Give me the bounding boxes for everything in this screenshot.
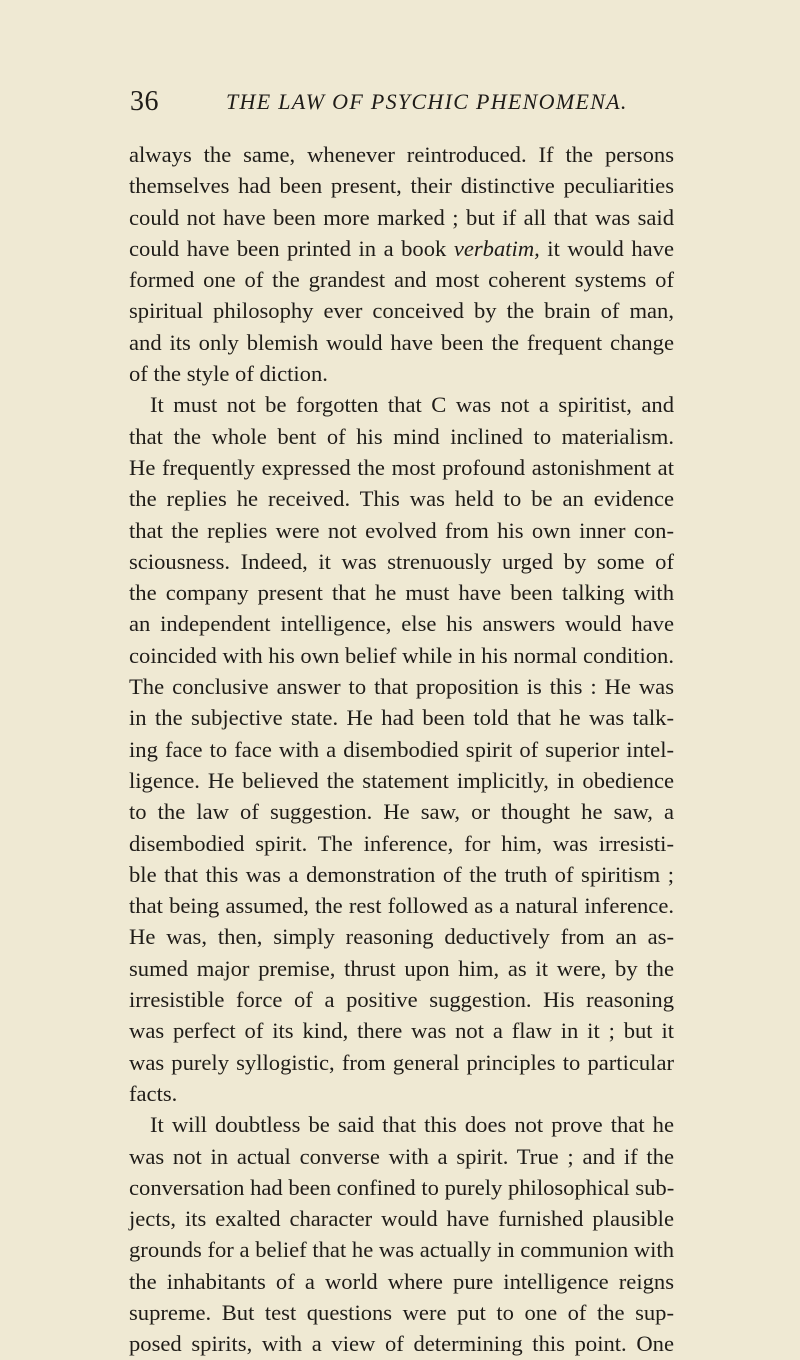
text-line: an independent intelligence, else his answers would have bbox=[129, 611, 674, 637]
text-line: irresistible force of a positive suggestion. His reasoning bbox=[129, 987, 674, 1013]
text-line: to the law of suggestion. He saw, or thought he saw, a bbox=[129, 799, 674, 825]
text-line: He was, then, simply reasoning deductively from an as- bbox=[129, 924, 674, 950]
text-line: themselves had been present, their distinctive peculiarities bbox=[129, 173, 674, 199]
text-span: it would have bbox=[539, 235, 674, 261]
text-line: could not have been more marked ; but if all that was said bbox=[129, 204, 674, 230]
text-line: the company present that he must have been talking with bbox=[129, 580, 674, 606]
text-line: The conclusive answer to that proposition is this : He was bbox=[129, 674, 674, 700]
text-span: could have been printed in a book bbox=[129, 235, 454, 261]
text-line: that the replies were not evolved from his own inner con- bbox=[129, 517, 674, 543]
text-line: grounds for a belief that he was actually in communion with bbox=[129, 1237, 674, 1263]
text-line: He frequently expressed the most profound astonishment at bbox=[129, 454, 674, 480]
text-line: facts. bbox=[129, 1080, 178, 1106]
text-line: the replies he received. This was held to be an evidence bbox=[129, 486, 674, 512]
text-line: the inhabitants of a world where pure intelligence reigns bbox=[129, 1268, 674, 1294]
text-line: disembodied spirit. The inference, for him, was irresisti- bbox=[129, 830, 674, 856]
text-line: in the subjective state. He had been told that he was talk- bbox=[129, 705, 674, 731]
text-line: formed one of the grandest and most coherent systems of bbox=[129, 267, 674, 293]
text-line: of the style of diction. bbox=[129, 361, 328, 387]
text-line: spiritual philosophy ever conceived by the brain of man, bbox=[129, 298, 674, 324]
text-line: posed spirits, with a view of determining this point. One bbox=[129, 1331, 674, 1357]
text-line: and its only blemish would have been the frequent change bbox=[129, 329, 674, 355]
italic-term: verbatim, bbox=[453, 235, 540, 261]
text-line: supreme. But test questions were put to one of the sup- bbox=[129, 1299, 674, 1325]
text-line: coincided with his own belief while in his normal condition. bbox=[129, 642, 674, 668]
text-line: sciousness. Indeed, it was strenuously urged by some of bbox=[129, 548, 674, 574]
body-text bbox=[129, 139, 674, 1360]
text-line: that being assumed, the rest followed as a natural inference. bbox=[129, 893, 674, 919]
text-line: was perfect of its kind, there was not a flaw in it ; but it bbox=[129, 1018, 674, 1044]
running-head bbox=[130, 86, 690, 122]
text-line: It must not be forgotten that C was not a spiritist, and bbox=[150, 392, 674, 418]
text-line bbox=[129, 233, 674, 264]
text-line: conversation had been confined to purely philosophical sub- bbox=[129, 1174, 675, 1200]
page-number: 36 bbox=[130, 86, 159, 117]
text-line: that the whole bent of his mind inclined to materialism. bbox=[129, 423, 674, 449]
text-line: ligence. He believed the statement implicitly, in obedience bbox=[129, 767, 674, 793]
running-title: THE LAW OF PSYCHIC PHENOMENA. bbox=[226, 89, 628, 114]
text-line: was purely syllogistic, from general principles to particular bbox=[129, 1049, 674, 1075]
text-line: sumed major premise, thrust upon him, as it were, by the bbox=[129, 955, 674, 981]
text-line: ble that this was a demonstration of the truth of spiritism ; bbox=[129, 861, 674, 887]
text-line: jects, its exalted character would have furnished plausible bbox=[129, 1206, 674, 1232]
text-line: ing face to face with a disembodied spirit of superior intel- bbox=[129, 736, 674, 762]
text-line: It will doubtless be said that this does not prove that he bbox=[150, 1112, 674, 1138]
text-line: always the same, whenever reintroduced. If the persons bbox=[129, 142, 674, 167]
text-line: was not in actual converse with a spirit. True ; and if the bbox=[129, 1143, 674, 1169]
